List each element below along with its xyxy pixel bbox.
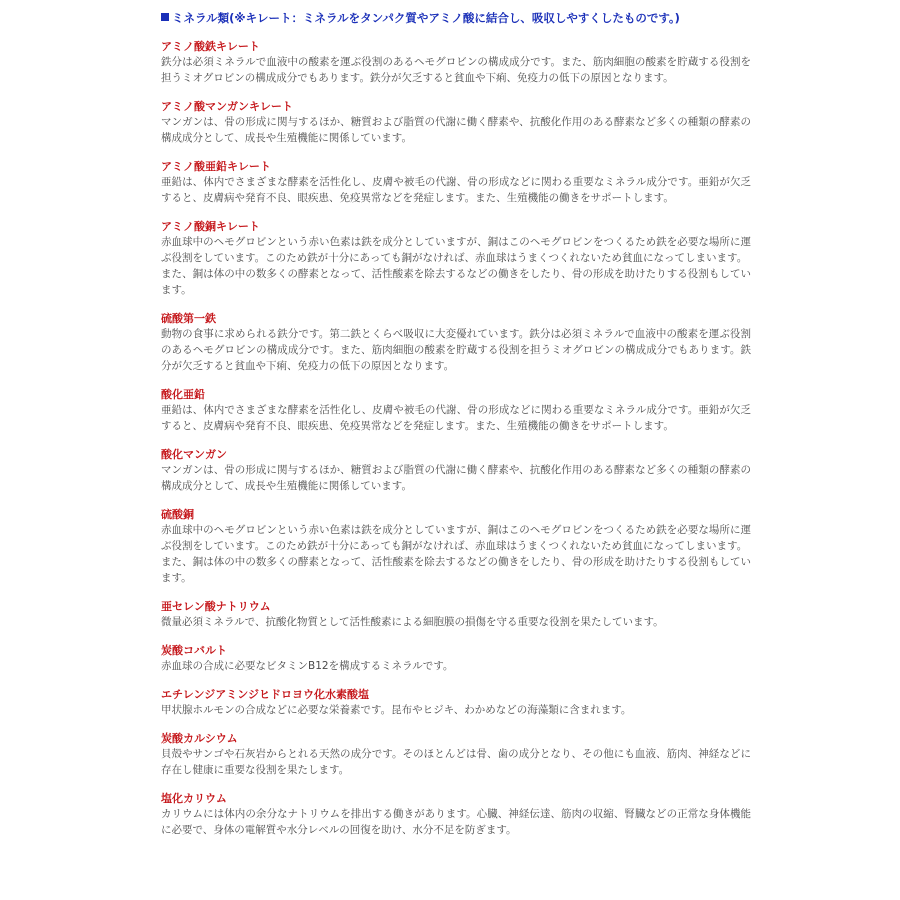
mineral-entries (161, 39, 900, 838)
mineral-entry-title: アミノ酸銅キレート (161, 220, 260, 233)
mineral-entry (161, 39, 751, 86)
mineral-entry (161, 687, 751, 718)
mineral-entry-paragraph: カリウムには体内の余分なナトリウムを排出する働きがあります。心臓、神経伝達、筋肉の収縮、腎臓などの正常な身体機能に必要で、身体の電解質や水分レベルの回復を助け、水分不足を防ぎます。 (161, 808, 751, 836)
section-header (161, 9, 900, 27)
mineral-entry (161, 311, 751, 374)
mineral-entry-description (161, 806, 751, 838)
mineral-entry (161, 387, 751, 434)
mineral-entry-description (161, 702, 751, 718)
mineral-entry-paragraph: 甲状腺ホルモンの合成などに必要な栄養素です。昆布やヒジキ、わかめなどの海藻類に含まれます。 (161, 704, 632, 716)
mineral-entry-description (161, 462, 751, 494)
mineral-entry-description (161, 174, 751, 206)
mineral-entry-paragraph: 亜鉛は、体内でさまざまな酵素を活性化し、皮膚や被毛の代謝、骨の形成などに関わる重要なミネラル成分です。亜鉛が欠乏すると、皮膚病や発育不良、眼疾患、免疫異常などを発症します。また、生殖機能の働きをサポートします。 (161, 404, 751, 432)
mineral-entry-title: 酸化マンガン (161, 448, 227, 461)
mineral-entry-title: エチレンジアミンジヒドロヨウ化水素酸塩 (161, 688, 369, 701)
mineral-entry (161, 99, 751, 146)
mineral-entry-description (161, 54, 751, 86)
mineral-entry-paragraph: 赤血球中のヘモグロビンという赤い色素は鉄を成分としていますが、銅はこのヘモグロビンをつくるため鉄を必要な場所に運ぶ役割をしています。このため鉄が十分にあっても銅がなければ、赤血球はうまくつくれないため貧血になってしまいます。 (161, 236, 751, 264)
mineral-entry-title: 塩化カリウム (161, 792, 227, 805)
mineral-entry-title: 硫酸銅 (161, 508, 194, 521)
mineral-entry (161, 599, 751, 630)
mineral-entry-paragraph: 亜鉛は、体内でさまざまな酵素を活性化し、皮膚や被毛の代謝、骨の形成などに関わる重要なミネラル成分です。亜鉛が欠乏すると、皮膚病や発育不良、眼疾患、免疫異常などを発症します。また、生殖機能の働きをサポートします。 (161, 176, 751, 204)
mineral-entry (161, 219, 751, 298)
mineral-entry-title: 亜セレン酸ナトリウム (161, 600, 271, 613)
mineral-entry-description (161, 326, 751, 374)
mineral-entry-description (161, 522, 751, 586)
mineral-entry-paragraph: また、銅は体の中の数多くの酵素となって、活性酸素を除去するなどの働きをしたり、骨の形成を助けたりする役割もしています。 (161, 556, 751, 584)
square-bullet-icon (161, 13, 169, 21)
mineral-entry (161, 507, 751, 586)
section-header-text: ミネラル類(※キレート：ミネラルをタンパク質やアミノ酸に結合し、吸収しやすくしたものです。) (172, 11, 680, 25)
mineral-entry (161, 159, 751, 206)
mineral-entry-title: アミノ酸亜鉛キレート (161, 160, 271, 173)
mineral-entry-paragraph: 赤血球の合成に必要なビタミンB12を構成するミネラルです。 (161, 660, 454, 672)
mineral-entry-paragraph: また、銅は体の中の数多くの酵素となって、活性酸素を除去するなどの働きをしたり、骨の形成を助けたりする役割もしています。 (161, 268, 751, 296)
mineral-entry (161, 447, 751, 494)
mineral-entry-description (161, 234, 751, 298)
mineral-entry-paragraph: 微量必須ミネラルで、抗酸化物質として活性酸素による細胞膜の損傷を守る重要な役割を果たしています。 (161, 616, 664, 628)
mineral-entry (161, 731, 751, 778)
mineral-entry-description (161, 658, 751, 674)
mineral-entry-paragraph: 鉄分は必須ミネラルで血液中の酸素を運ぶ役割のあるヘモグロビンの構成成分です。また、筋肉細胞の酸素を貯蔵する役割を担うミオグロビンの構成成分でもあります。鉄分が欠乏すると貧血や下痢、免疫力の低下の原因となります。 (161, 56, 751, 84)
mineral-entry-description (161, 402, 751, 434)
mineral-entry-title: 硫酸第一鉄 (161, 312, 216, 325)
mineral-entry (161, 791, 751, 838)
mineral-entry-paragraph: マンガンは、骨の形成に関与するほか、糖質および脂質の代謝に働く酵素や、抗酸化作用のある酵素など多くの種類の酵素の構成成分として、成長や生殖機能に関係しています。 (161, 116, 751, 144)
mineral-entry-title: アミノ酸マンガンキレート (161, 100, 293, 113)
mineral-entry-title: 酸化亜鉛 (161, 388, 205, 401)
mineral-entry-title: 炭酸カルシウム (161, 732, 238, 745)
mineral-entry-title: 炭酸コバルト (161, 644, 227, 657)
mineral-entry-paragraph: 貝殻やサンゴや石灰岩からとれる天然の成分です。そのほとんどは骨、歯の成分となり、その他にも血液、筋肉、神経などに存在し健康に重要な役割を果たします。 (161, 748, 751, 776)
mineral-entry-description (161, 614, 751, 630)
mineral-entry-paragraph: 動物の食事に求められる鉄分です。第二鉄とくらべ吸収に大変優れています。鉄分は必須ミネラルで血液中の酸素を運ぶ役割のあるヘモグロビンの構成成分です。また、筋肉細胞の酸素を貯蔵する役割を担うミオグロビンの構成成分でもあります。鉄分が欠乏すると貧血や下痢、免疫力の低下の原因となります。 (161, 328, 751, 372)
mineral-entry-title: アミノ酸鉄キレート (161, 40, 260, 53)
mineral-entry-description (161, 746, 751, 778)
mineral-entry-paragraph: 赤血球中のヘモグロビンという赤い色素は鉄を成分としていますが、銅はこのヘモグロビンをつくるため鉄を必要な場所に運ぶ役割をしています。このため鉄が十分にあっても銅がなければ、赤血球はうまくつくれないため貧血になってしまいます。 (161, 524, 751, 552)
mineral-entry (161, 643, 751, 674)
mineral-entry-description (161, 114, 751, 146)
mineral-entry-paragraph: マンガンは、骨の形成に関与するほか、糖質および脂質の代謝に働く酵素や、抗酸化作用のある酵素など多くの種類の酵素の構成成分として、成長や生殖機能に関係しています。 (161, 464, 751, 492)
